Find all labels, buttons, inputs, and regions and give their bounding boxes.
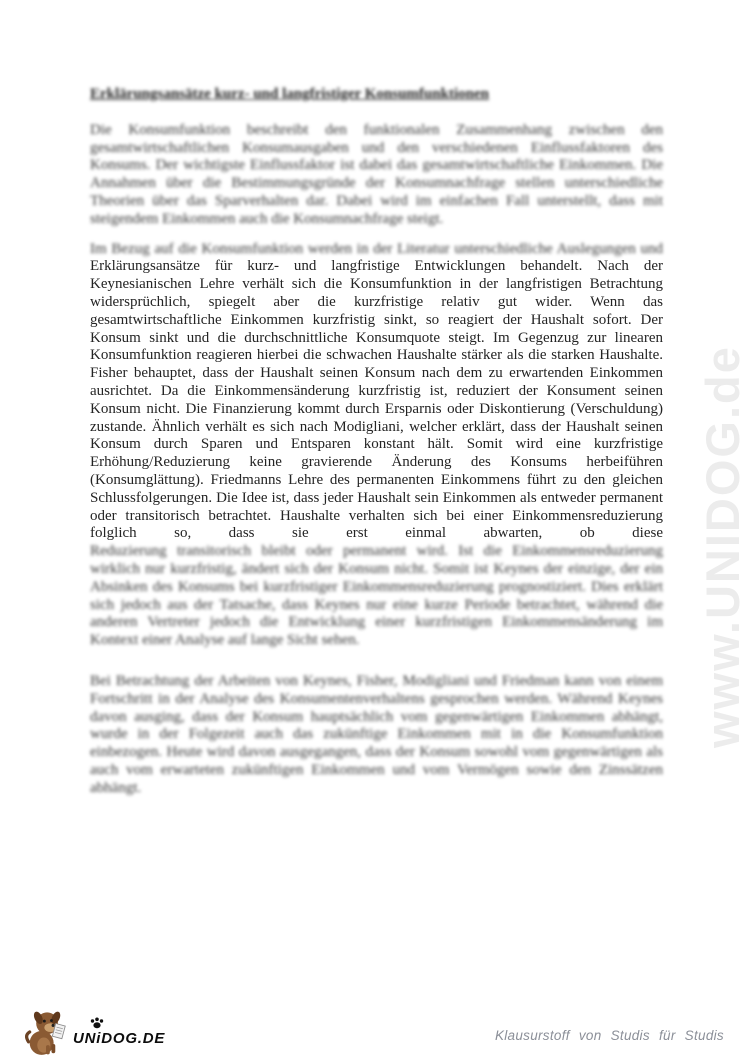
unidog-dog-icon [24,1008,68,1056]
paw-print-icon [90,1017,104,1029]
paragraph-main-clear-text: Erklärungsansätze für kurz- und langfristige Entwicklungen behandelt. Nach der Keynesianischen Lehre verhält sich die Konsumfunktion in der langfristigen Betrachtung widersprüchlich, spiegelt aber die kurzfristige relativ gut wider. Wenn das gesamtwirtschaftliche Einkommen kurzfristig sinkt, so reagiert der Haushalt sofort. Der Konsum sinkt und die durchschnittliche Konsumquote steigt. Im Gegenzug zur linearen Konsumfunktion reagieren hierbei die schwachen Haushalte stärker als die starken Haushalte. Fisher behauptet, dass der Haushalt seinen Konsum nach dem zu erwartenden Einkommen ausrichtet. Da die Einkommensänderung kurzfristig ist, reduziert der Konsument seinen Konsum nicht. Die Finanzierung kommt durch Ersparnis oder Diskontierung (Verschuldung) zustande. Ähnlich verhält es sich nach Modigliani, welcher erklärt, dass der Haushalt seinen Konsum durch Sparen und Entsparen konstant hält. Somit wird eine kurzfristige Erhöhung/Reduzierung keine gravierende Änderung des Konsums herbeiführen (Konsumglättung). Friedmanns Lehre des permanenten Einkommens führt zu den gleichen Schlussfolgerungen. Die Idee ist, dass jeder Haushalt sein Einkommen als entweder permanent oder transitorisch betrachtet. Haushalte verhalten sich bei einer Einkommensreduzierung folglich so, dass sie erst einmal abwarten, ob diese [90,258,663,542]
paragraph-main-blurred-intro-line: Im Bezug auf die Konsumfunktion werden in der Literatur unterschiedliche Auslegungen und [90,240,663,257]
paragraph-main-blurred-tail: Reduzierung transitorisch bleibt oder permanent wird. Ist die Einkommensreduzierung wirklich nur kurzfristig, ändert sich der Konsum nicht. Somit ist Keynes der einzige, der ein Absinken des Konsums bei kurzfristiger Einkommensreduzierung prognostiziert. Dies erklärt sich jedoch aus der Tatsache, dass Keynes nur eine kurze Periode betrachtet, während die anderen Vertreter jedoch die Entwicklung einer kurzfristigen Einkommensänderung im Kontext einer Analyse auf lange Sicht sehen. [90,543,663,649]
document-content [90,86,663,809]
unidog-logo-text-wrap [73,1030,165,1048]
unidog-logo-text: UNiDOG.DE [73,1030,166,1047]
footer-tagline: Klausurstoff von Studis für Studis [494,1028,724,1043]
paragraph-intro: Die Konsumfunktion beschreibt den funktionalen Zusammenhang zwischen den gesamtwirtschaftlichen Konsumausgaben und den verschiedenen Einflussfaktoren des Konsums. Der wichtigste Einflussfaktor ist dabei das gesamtwirtschaftliche Einkommen. Die Annahmen über die Bestimmungsgründe der Konsumnachfrage stellen unterschiedliche Theorien über das Sparverhalten dar. Dabei wird im einfachen Fall unterstellt, dass mit steigendem Einkommen auch die Konsumnachfrage steigt. [90,121,663,227]
paragraph-main [90,241,663,650]
watermark-text: www.UNIDOG.de [696,345,749,748]
document-title: Erklärungsansätze kurz- und langfristiger Konsumfunktionen [90,86,489,102]
unidog-logo [24,1004,165,1056]
paragraph-conclusion: Bei Betrachtung der Arbeiten von Keynes, Fisher, Modigliani und Friedman kann von einem Fortschritt in der Analyse des Konsumentenverhaltens gesprochen werden. Während Keynes davon ausging, dass der Konsum hauptsächlich vom gegenwärtigen Einkommen abhängt, wurde in der Folgezeit auch das zukünftige Einkommen mit in die Konsumfunktion einbezogen. Heute wird davon ausgegangen, dass der Konsum sowohl vom gegenwärtigen als auch vom erwarteten zukünftigen Einkommen und vom Vermögen sowie den Zinssätzen abhängt. [90,672,663,796]
